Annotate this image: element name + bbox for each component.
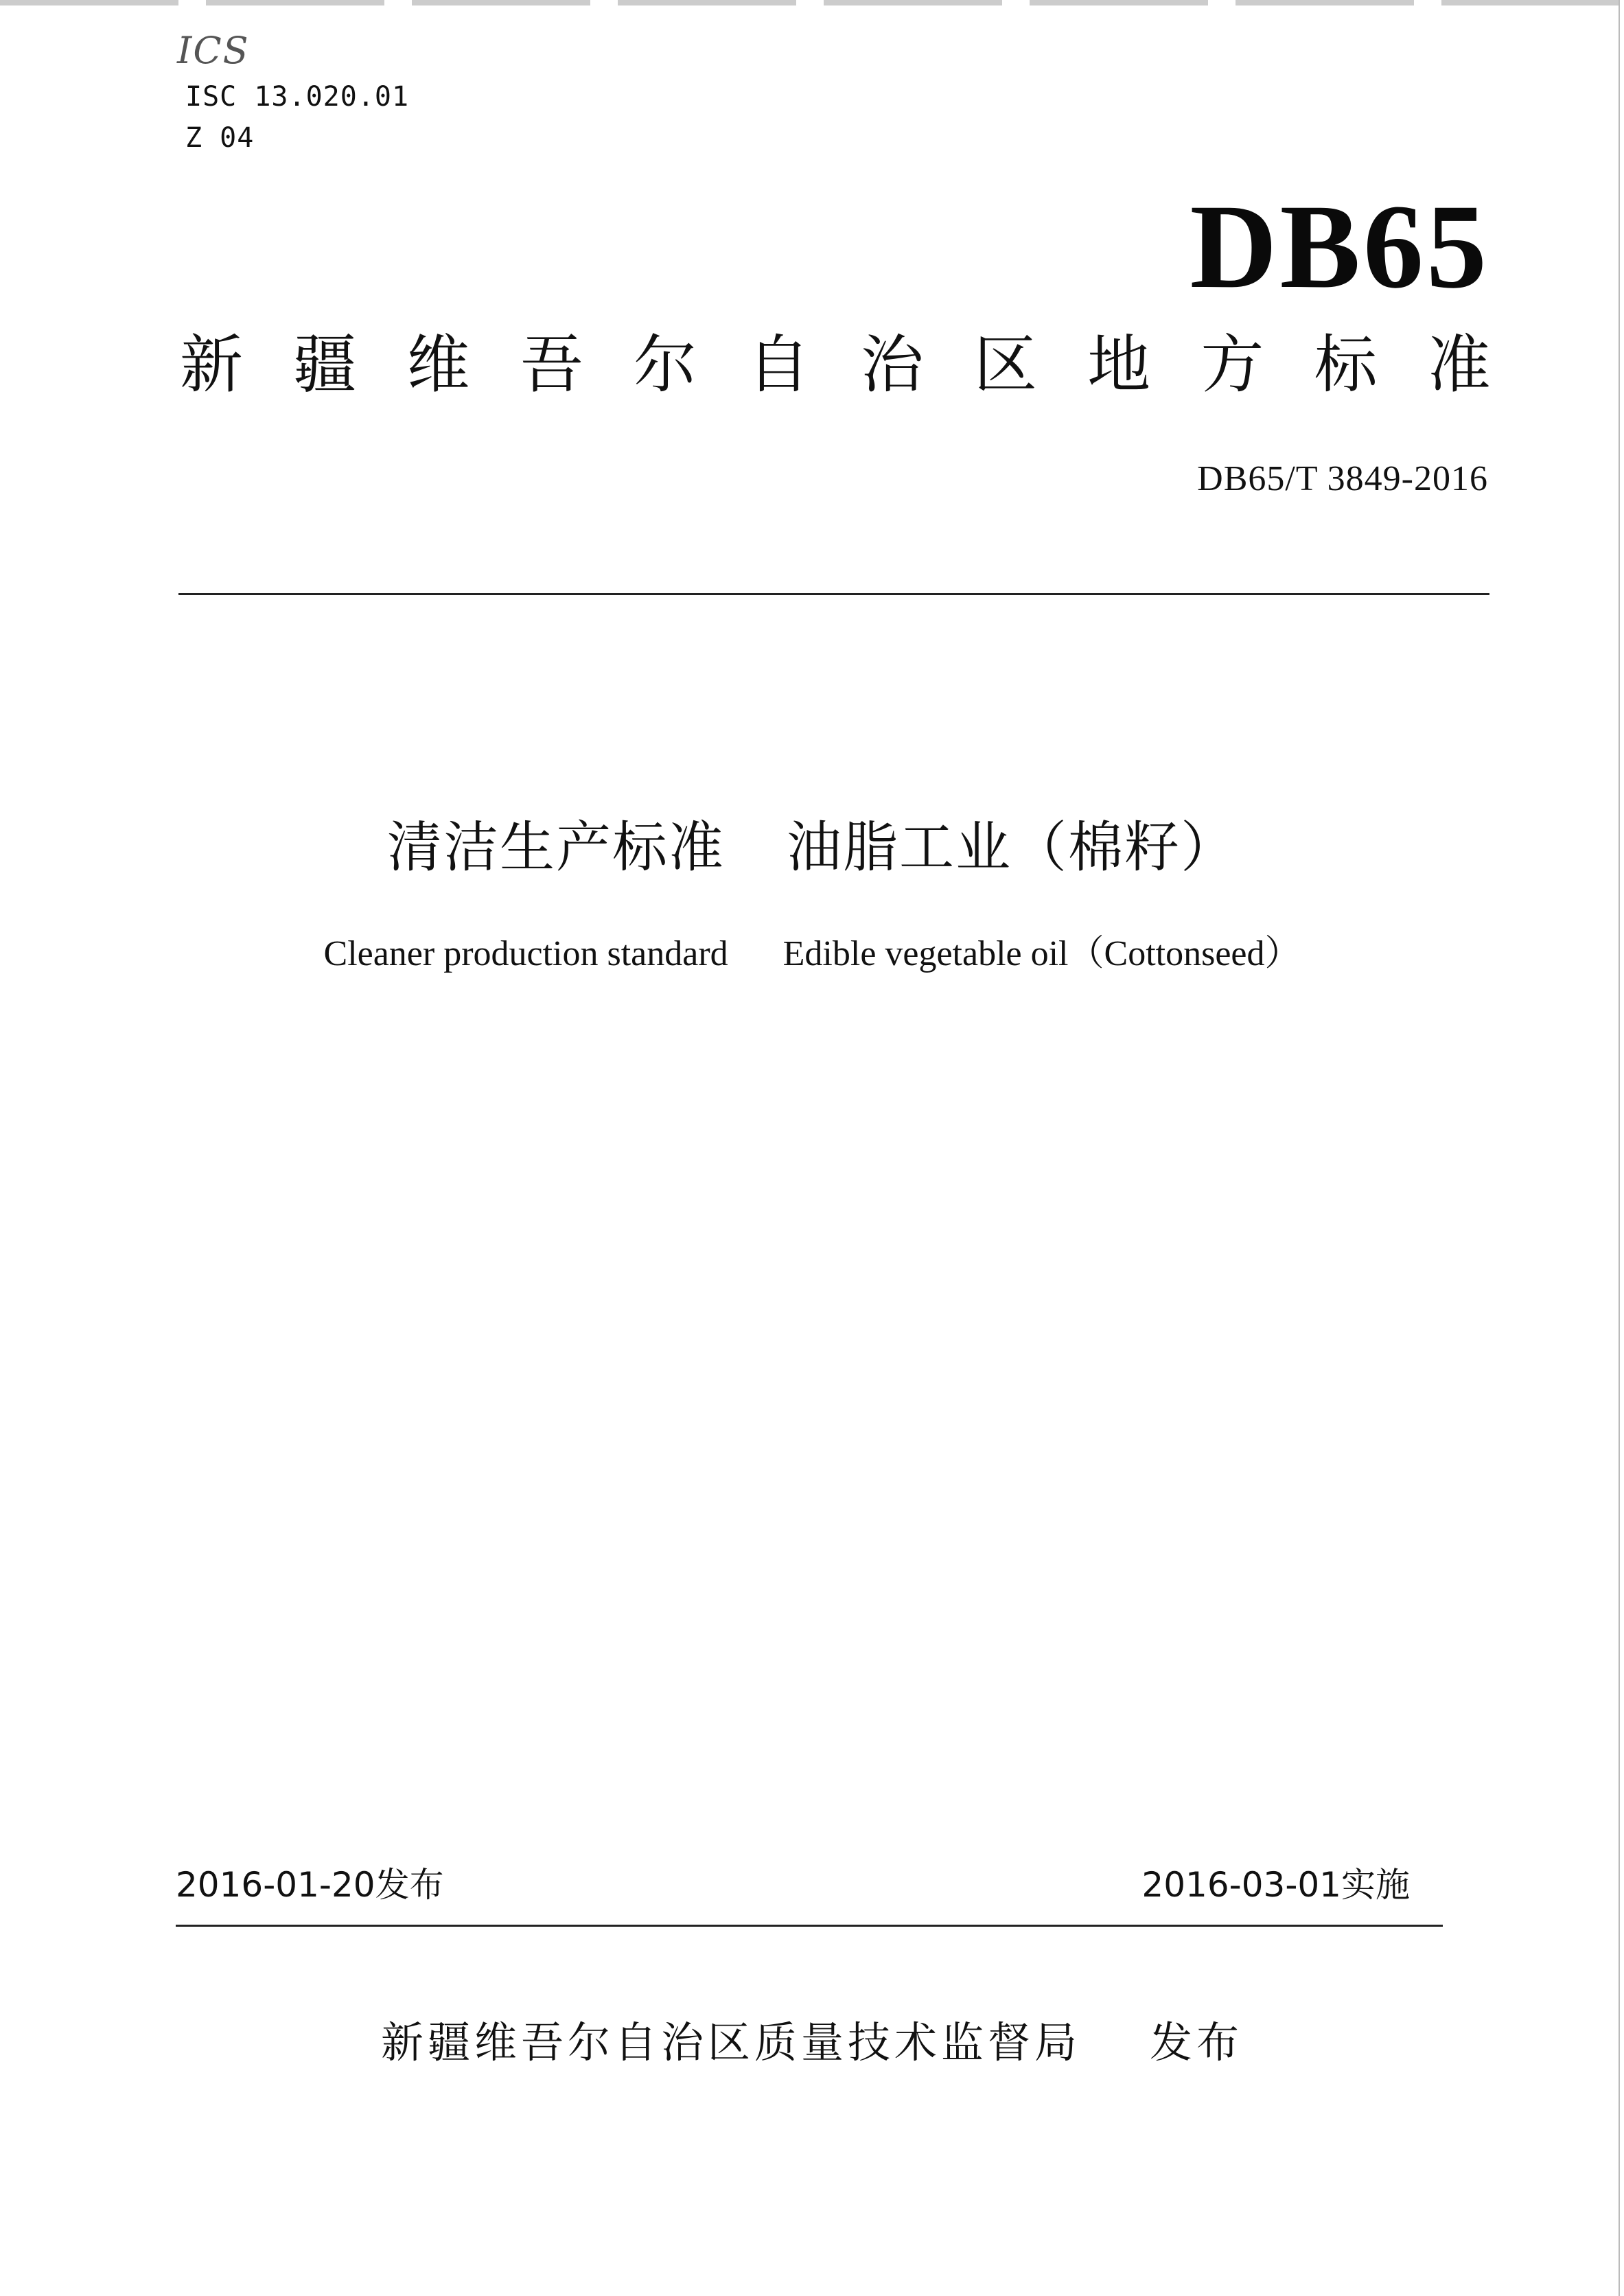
standard-type-title (180, 328, 1491, 402)
standard-type-char: 准 (1427, 328, 1491, 402)
footer-divider (176, 1925, 1443, 1927)
title-chinese-part2: 油脂工业（棉籽） (787, 815, 1237, 879)
standard-type-char: 疆 (293, 328, 357, 402)
title-english-part2: Edible vegetable oil（Cottonseed） (782, 934, 1301, 973)
standard-type-char: 标 (1314, 328, 1378, 402)
standard-number: DB65/T 3849-2016 (1197, 459, 1488, 498)
implementation-date: 2016-03-01实施 (1141, 1865, 1410, 1905)
standard-type-char: 地 (1087, 328, 1151, 402)
publisher-name: 新疆维吾尔自治区质量技术监督局 (380, 2017, 1081, 2067)
standard-type-char: 维 (406, 328, 470, 402)
title-chinese (0, 803, 1624, 882)
ics-code: ISC 13.020.01 (185, 81, 410, 113)
issue-date: 2016-01-20发布 (176, 1865, 444, 1905)
scan-border-top (0, 0, 1624, 5)
handwritten-note: ICS (177, 29, 250, 72)
title-english (0, 924, 1624, 975)
standard-type-char: 区 (973, 328, 1037, 402)
standard-type-char: 吾 (520, 328, 583, 402)
standard-type-char: 尔 (634, 328, 697, 402)
title-chinese-part1: 清洁生产标准 (387, 815, 725, 879)
standard-logo: DB65 (1190, 180, 1489, 314)
standard-type-char: 方 (1200, 328, 1264, 402)
title-english-part1: Cleaner production standard (323, 934, 728, 973)
publisher-action: 发布 (1150, 2017, 1244, 2067)
scan-border-right (1619, 0, 1620, 2296)
standard-type-char: 治 (860, 328, 924, 402)
ccs-code: Z 04 (185, 122, 255, 154)
header-divider (178, 593, 1489, 595)
standard-type-char: 新 (180, 328, 244, 402)
publisher-line (0, 2008, 1624, 2069)
standard-type-char: 自 (747, 328, 811, 402)
